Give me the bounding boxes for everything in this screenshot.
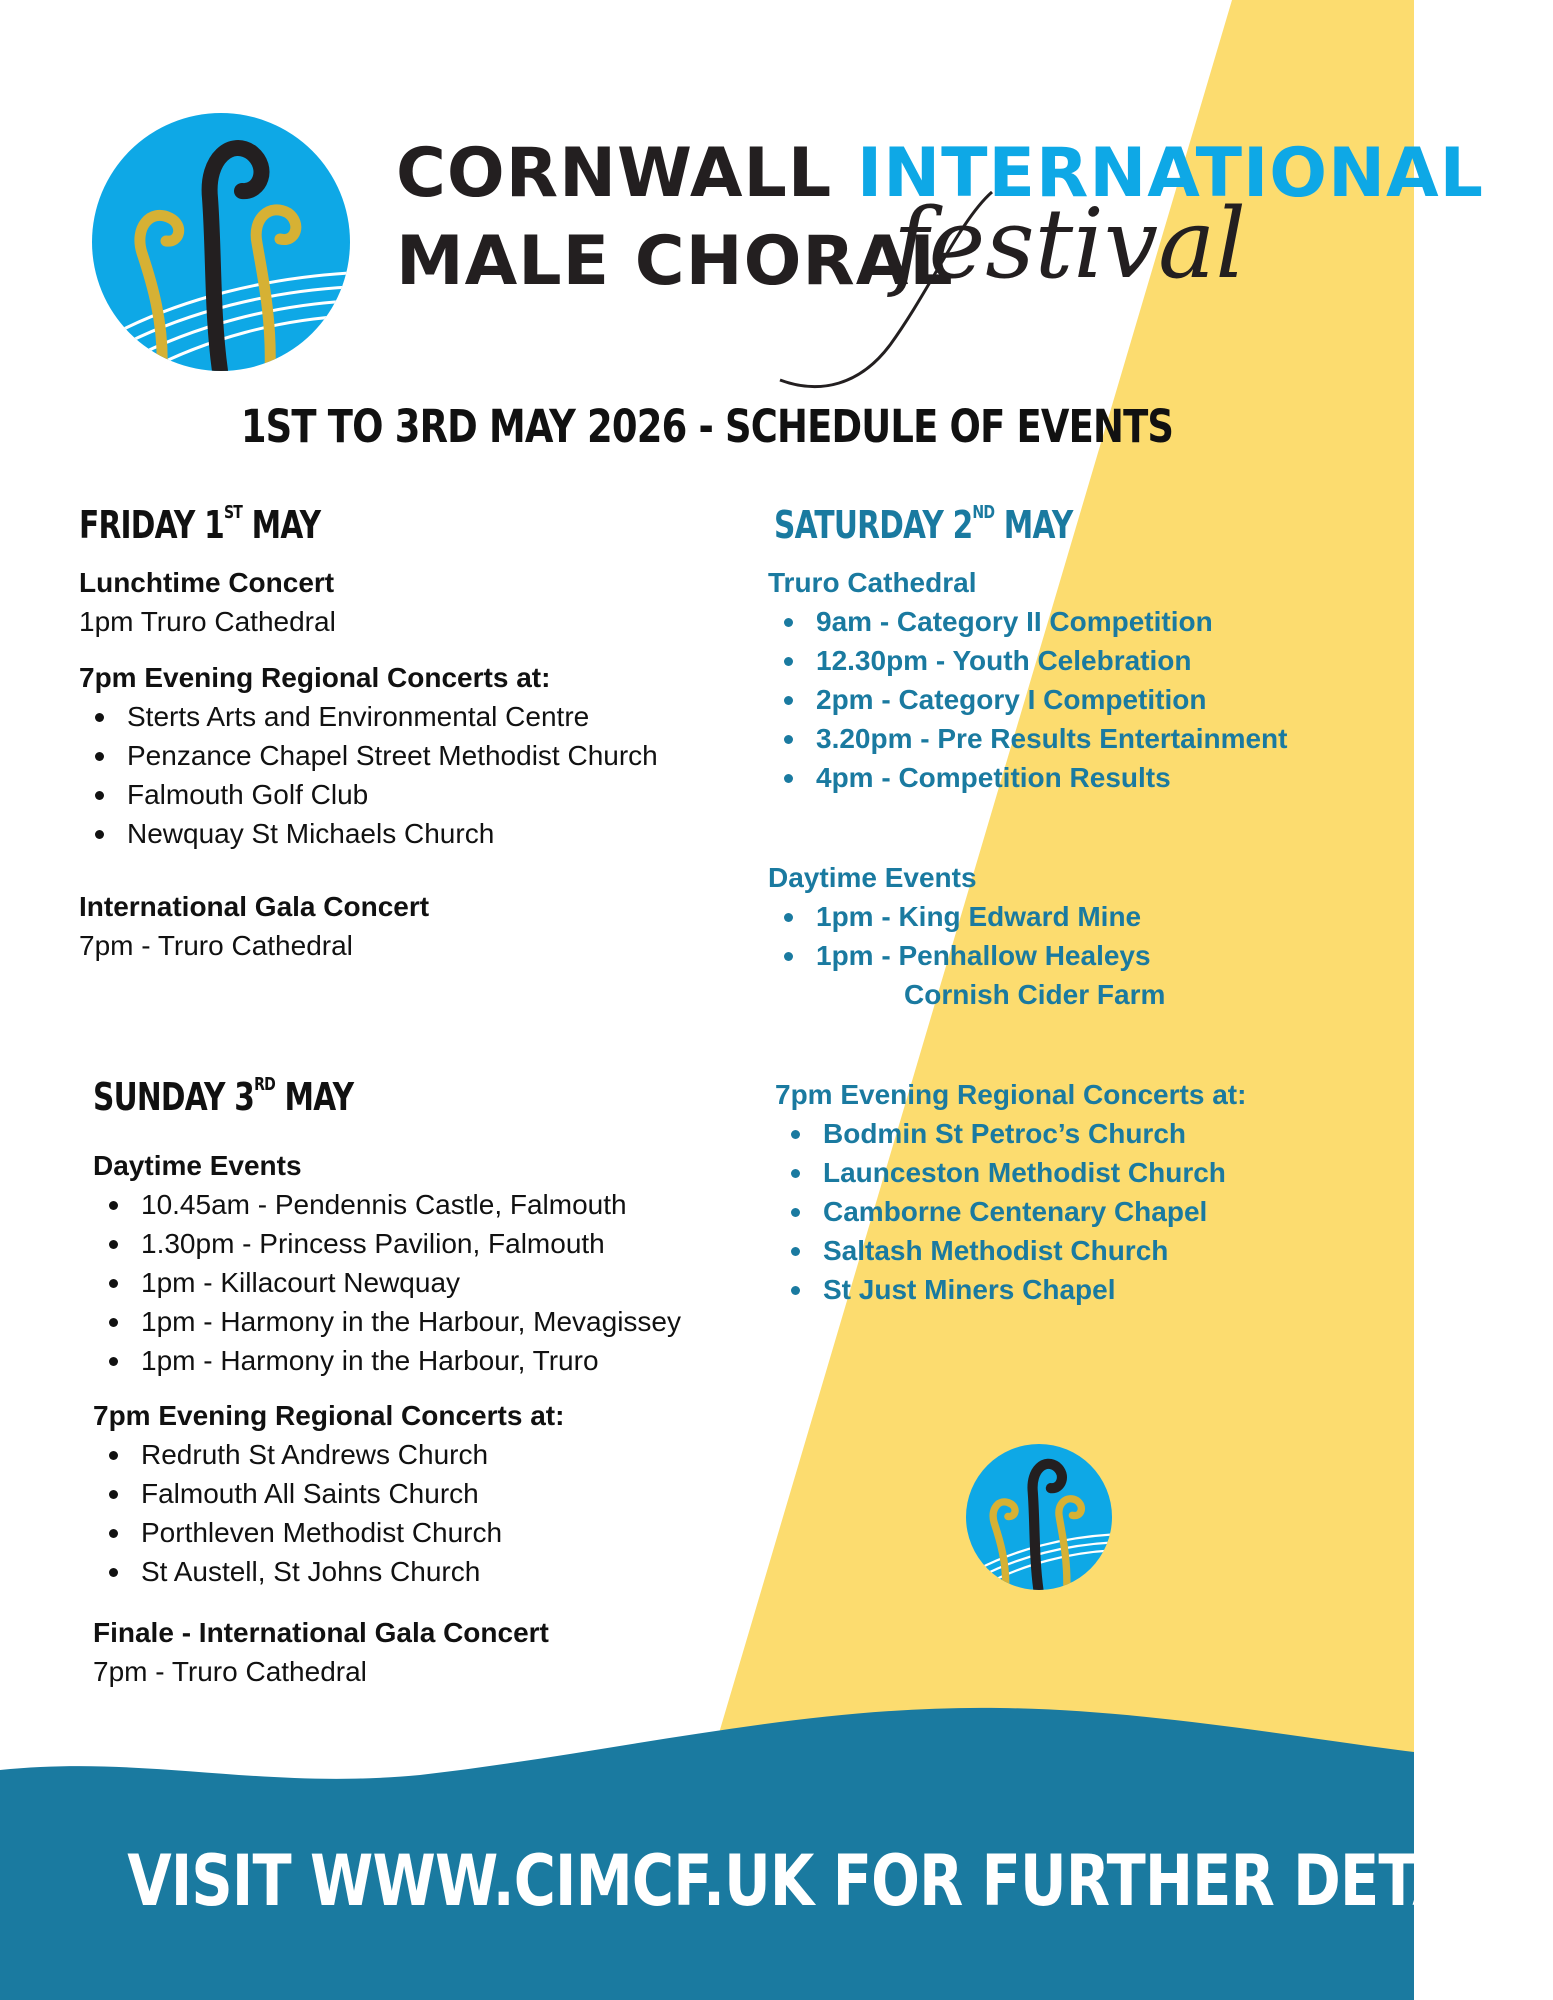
friday-heading: FRIDAY 1ST MAY	[79, 502, 321, 547]
saturday-daytime	[768, 858, 1165, 1014]
list-item: 9am - Category II Competition	[768, 602, 1287, 641]
list-item: 2pm - Category I Competition	[768, 680, 1287, 719]
list-item: 3.20pm - Pre Results Entertainment	[768, 719, 1287, 758]
section-heading: Lunchtime Concert	[79, 567, 335, 598]
small-logo-icon	[966, 1444, 1112, 1590]
section-heading: Truro Cathedral	[768, 567, 977, 598]
list-item: Sterts Arts and Environmental Centre	[79, 697, 658, 736]
list-item: St Austell, St Johns Church	[93, 1552, 564, 1591]
list-item: Falmouth Golf Club	[79, 775, 658, 814]
list-item: Saltash Methodist Church	[775, 1231, 1246, 1270]
friday-gala	[79, 887, 429, 965]
list-item: Redruth St Andrews Church	[93, 1435, 564, 1474]
list-item: St Just Miners Chapel	[775, 1270, 1246, 1309]
friday-evening-concerts	[79, 658, 658, 853]
schedule-subheading: 1ST TO 3RD MAY 2026 - SCHEDULE OF EVENTS	[240, 400, 1174, 453]
section-heading: 7pm Evening Regional Concerts at:	[93, 1400, 565, 1431]
section-text: 7pm - Truro Cathedral	[79, 930, 353, 961]
venue-list	[775, 1114, 1246, 1309]
list-item: 1pm - Harmony in the Harbour, Truro	[93, 1341, 681, 1380]
list-item: 1pm - Harmony in the Harbour, Mevagissey	[93, 1302, 681, 1341]
friday-lunchtime	[79, 563, 336, 641]
venue-list	[79, 697, 658, 853]
section-heading: Daytime Events	[768, 862, 977, 893]
list-item: 12.30pm - Youth Celebration	[768, 641, 1287, 680]
title-line-2: MALE CHORAL	[396, 222, 954, 301]
list-item: 1pm - Penhallow Healeys	[768, 936, 1165, 975]
sunday-evening-concerts	[93, 1396, 564, 1591]
list-item: Bodmin St Petroc’s Church	[775, 1114, 1246, 1153]
event-list	[768, 602, 1287, 797]
section-text: 7pm - Truro Cathedral	[93, 1656, 367, 1687]
list-item: 1pm - Killacourt Newquay	[93, 1263, 681, 1302]
list-item: Launceston Methodist Church	[775, 1153, 1246, 1192]
list-item: Newquay St Michaels Church	[79, 814, 658, 853]
list-item: Camborne Centenary Chapel	[775, 1192, 1246, 1231]
venue-list	[93, 1435, 564, 1591]
title-festival-script: festival	[893, 188, 1247, 300]
list-item: 4pm - Competition Results	[768, 758, 1287, 797]
list-item: 1pm - King Edward Mine	[768, 897, 1165, 936]
list-item: 1.30pm - Princess Pavilion, Falmouth	[93, 1224, 681, 1263]
saturday-heading: SATURDAY 2ND MAY	[774, 502, 1073, 547]
festival-flourish	[760, 180, 1060, 400]
saturday-evening-concerts	[775, 1075, 1246, 1309]
footer-website-link[interactable]: VISIT WWW.CIMCF.UK FOR FURTHER DETAILS	[127, 1840, 1553, 1922]
list-item: 10.45am - Pendennis Castle, Falmouth	[93, 1185, 681, 1224]
list-item-continuation: Cornish Cider Farm	[904, 979, 1166, 1010]
section-heading: Finale - International Gala Concert	[93, 1617, 549, 1648]
event-list	[93, 1185, 681, 1380]
sunday-heading: SUNDAY 3RD MAY	[93, 1074, 354, 1119]
section-heading: Daytime Events	[93, 1150, 302, 1181]
list-item: Penzance Chapel Street Methodist Church	[79, 736, 658, 775]
event-list	[768, 897, 1165, 975]
section-heading: International Gala Concert	[79, 891, 430, 922]
section-text: 1pm Truro Cathedral	[79, 606, 336, 637]
list-item: Falmouth All Saints Church	[93, 1474, 564, 1513]
saturday-cathedral	[768, 563, 1287, 797]
list-item: Porthleven Methodist Church	[93, 1513, 564, 1552]
section-heading: 7pm Evening Regional Concerts at:	[775, 1079, 1247, 1110]
title-word-international: INTERNATIONAL	[856, 134, 1484, 213]
festival-logo-icon	[92, 113, 350, 371]
sunday-finale	[93, 1613, 549, 1691]
sunday-daytime	[93, 1146, 681, 1380]
title-word-cornwall: CORNWALL	[396, 134, 833, 213]
section-heading: 7pm Evening Regional Concerts at:	[79, 662, 551, 693]
